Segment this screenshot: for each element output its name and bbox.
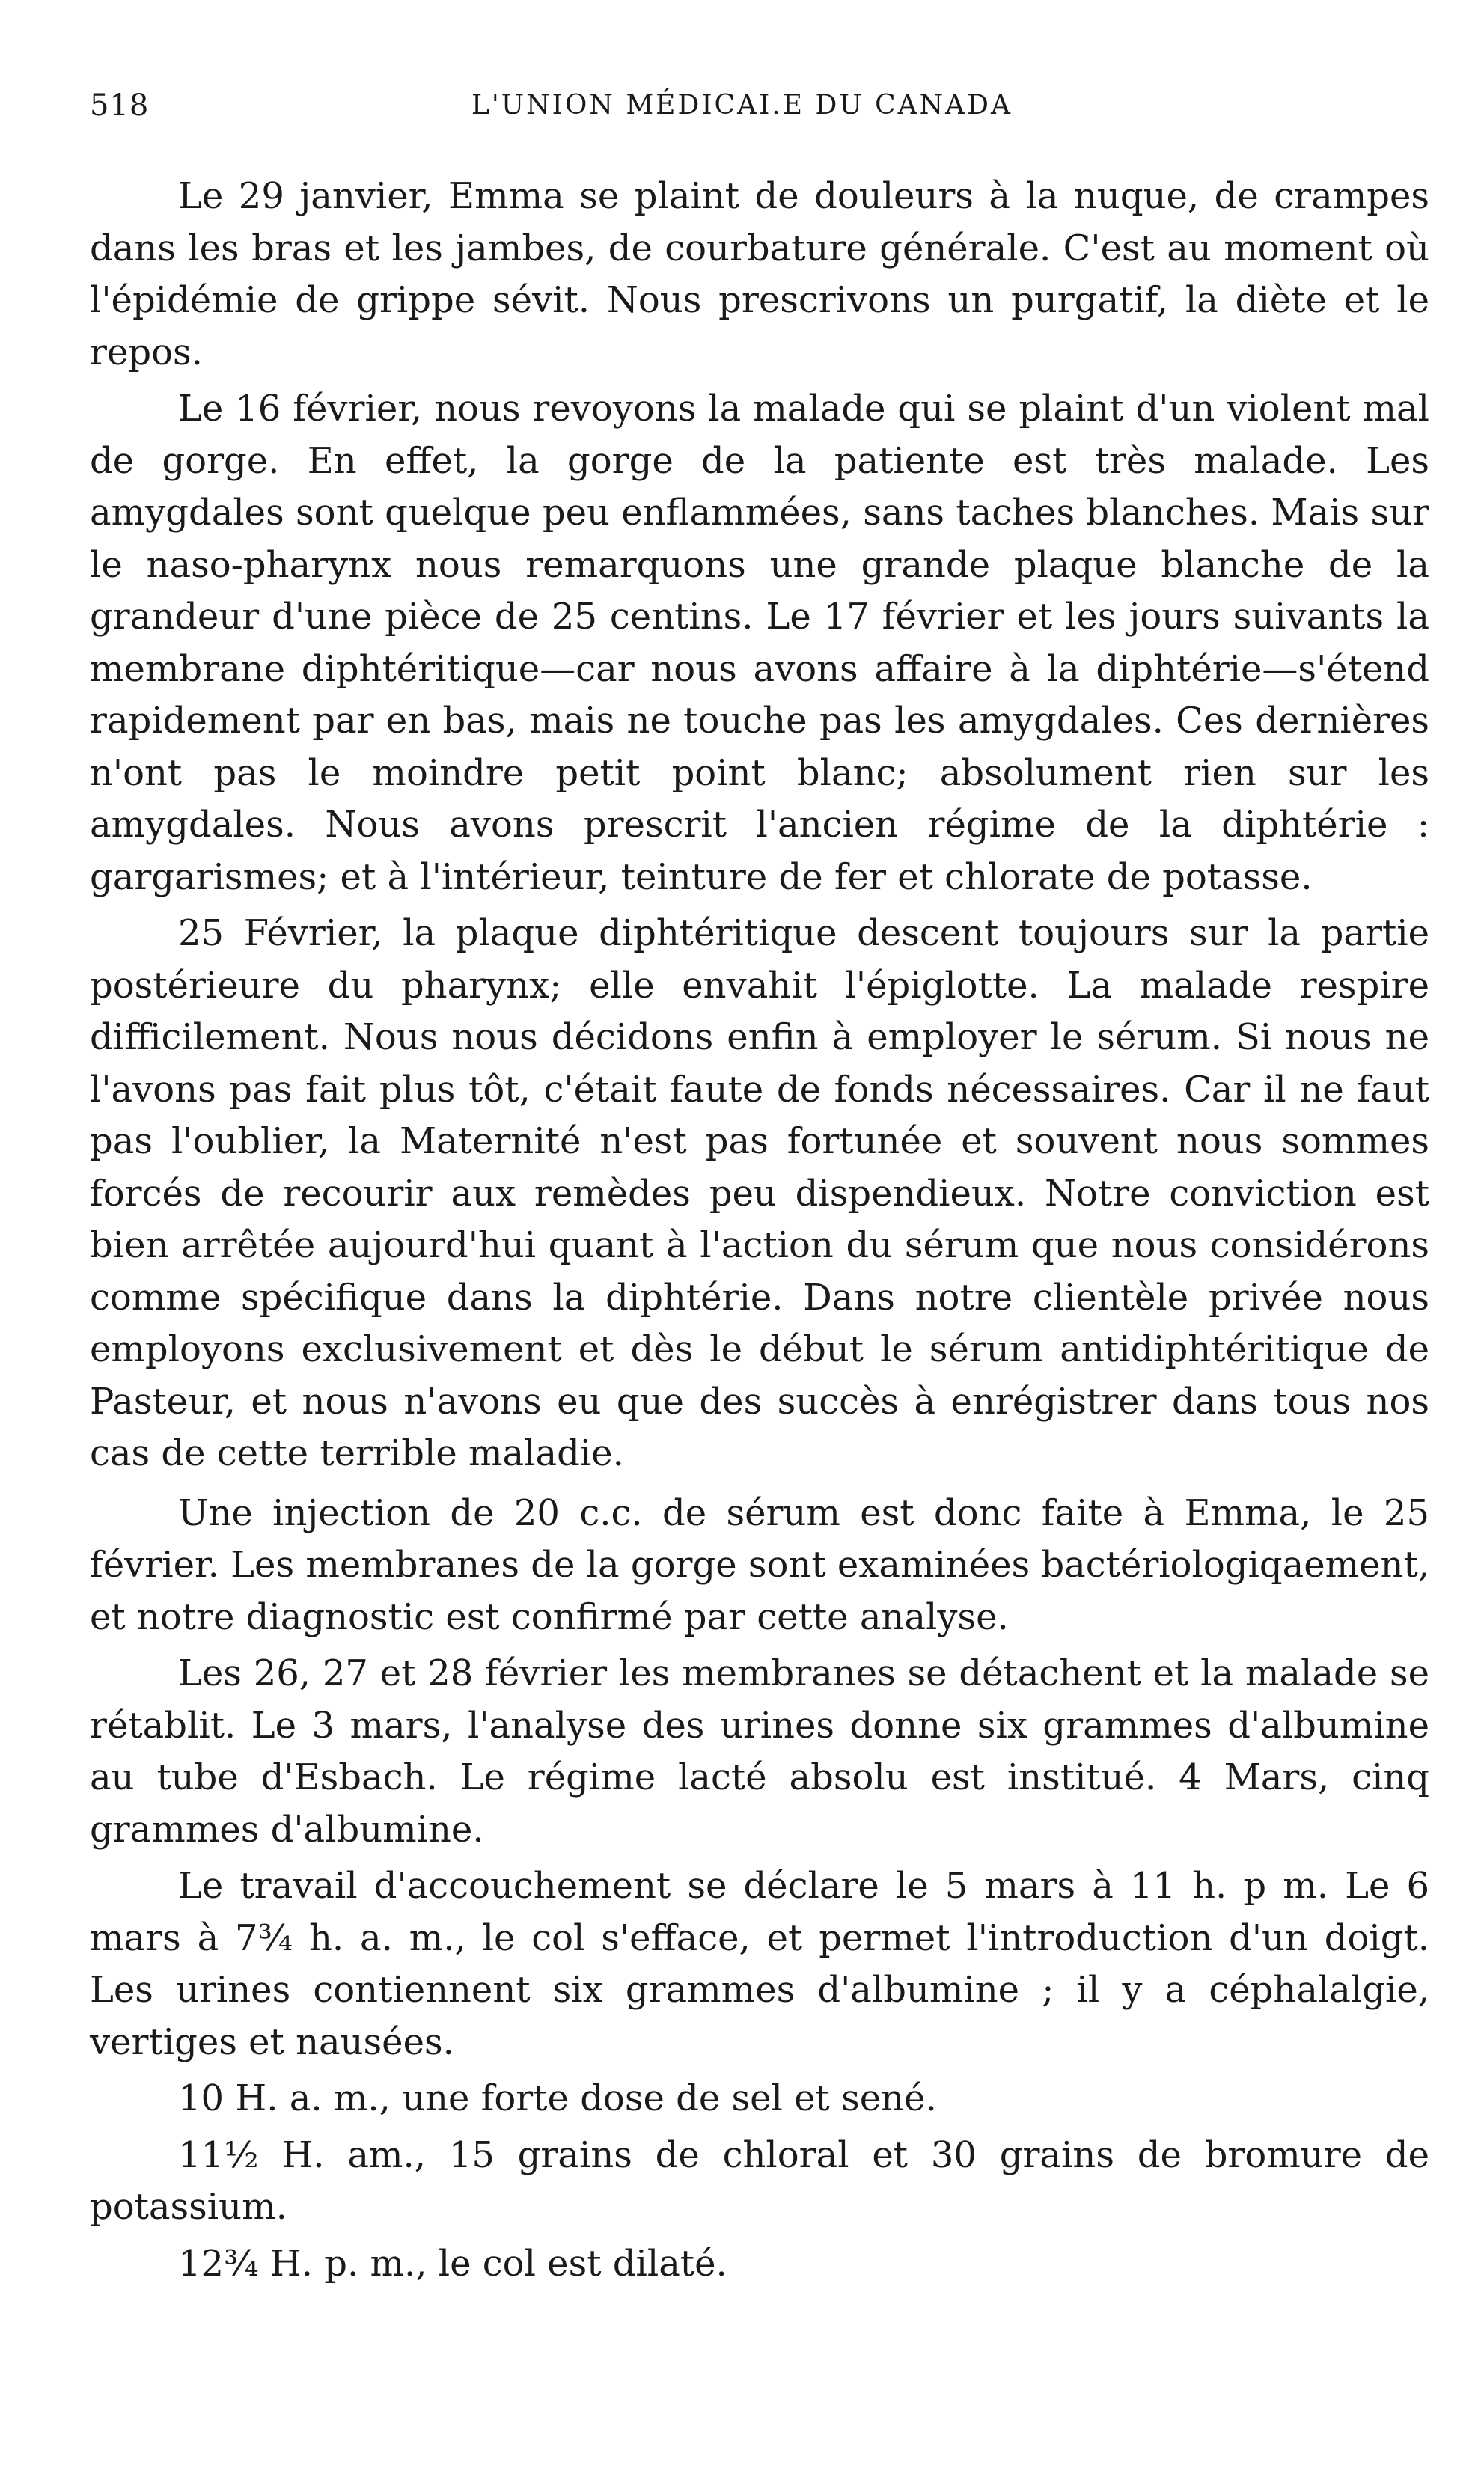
paragraph-10h: 10 H. a. m., une forte dose de sel et sené. (178, 2077, 937, 2119)
running-header (90, 88, 1429, 133)
page-number: 518 (90, 88, 150, 123)
paragraph-recovery-albumin: Les 26, 27 et 28 février les membranes se détachent et la malade se rétablit. Le 3 mars, l'analyse des urines donne six grammes d'albumine au tube d'Esbach. Le régime lacté absolu est institué. 4 Mars, cinq grammes d'albumine. (90, 1652, 1429, 1851)
journal-title: L'UNION MÉDICAI.E DU CANADA (471, 90, 1013, 120)
paragraph-feb-16: Le 16 février, nous revoyons la malade qui se plaint d'un violent mal de gorge. En effet, la gorge de la patiente est très malade. Les amygdales sont quelque peu enflammées, sans taches blanches. Mais sur le naso-pharynx nous remarquons une grande plaque blanche de la grandeur d'une pièce de 25 centins. Le 17 février et les jours suivants la membrane diphtéritique—car nous avons affaire à la diphtérie—s'étend rapidement par en bas, mais ne touche pas les amygdales. Ces dernières n'ont pas le moindre petit point blanc; absolument rien sur les amygdales. Nous avons prescrit l'ancien régime de la diphtérie : gargarismes; et à l'intérieur, teinture de fer et chlorate de potasse. (90, 388, 1429, 898)
paragraph-jan-29: Le 29 janvier, Emma se plaint de douleurs à la nuque, de crampes dans les bras et les jambes, de courbature générale. C'est au moment où l'épidémie de grippe sévit. Nous prescrivons un purgatif, la diète et le repos. (90, 175, 1429, 373)
paragraph-11h: 11½ H. am., 15 grains de chloral et 30 grains de bromure de potassium. (90, 2134, 1429, 2228)
paragraph-12h: 12¾ H. p. m., le col est dilaté. (178, 2242, 727, 2285)
paragraph-feb-25: 25 Février, la plaque diphtéritique descent toujours sur la partie postérieure du pharynx; elle envahit l'épiglotte. La malade respire difficilement. Nous nous décidons enfin à employer le sérum. Si nous ne l'avons pas fait plus tôt, c'était faute de fonds nécessaires. Car il ne faut pas l'oublier, la Maternité n'est pas fortunée et souvent nous sommes forcés de recourir aux remèdes peu dispendieux. Notre conviction est bien arrêtée aujourd'hui quant à l'action du sérum que nous considérons comme spécifique dans la diphtérie. Dans notre clientèle privée nous employons exclusivement et dès le début le sérum antidiphtéritique de Pasteur, et nous n'avons eu que des succès à enrégistrer dans tous nos cas de cette terrible maladie. (90, 912, 1429, 1474)
paragraph-labour: Le travail d'accouchement se déclare le 5 mars à 11 h. p m. Le 6 mars à 7¾ h. a. m., le col s'efface, et permet l'introduction d'un doigt. Les urines contiennent six grammes d'albumine ; il y a céphalalgie, vertiges et nausées. (90, 1865, 1429, 2063)
paragraph-serum-injection: Une injection de 20 c.c. de sérum est donc faite à Emma, le 25 février. Les membranes de la gorge sont examinées bactériologiqaement, et notre diagnostic est confirmé par cette analyse. (90, 1491, 1430, 1638)
body-text (90, 171, 1429, 2290)
